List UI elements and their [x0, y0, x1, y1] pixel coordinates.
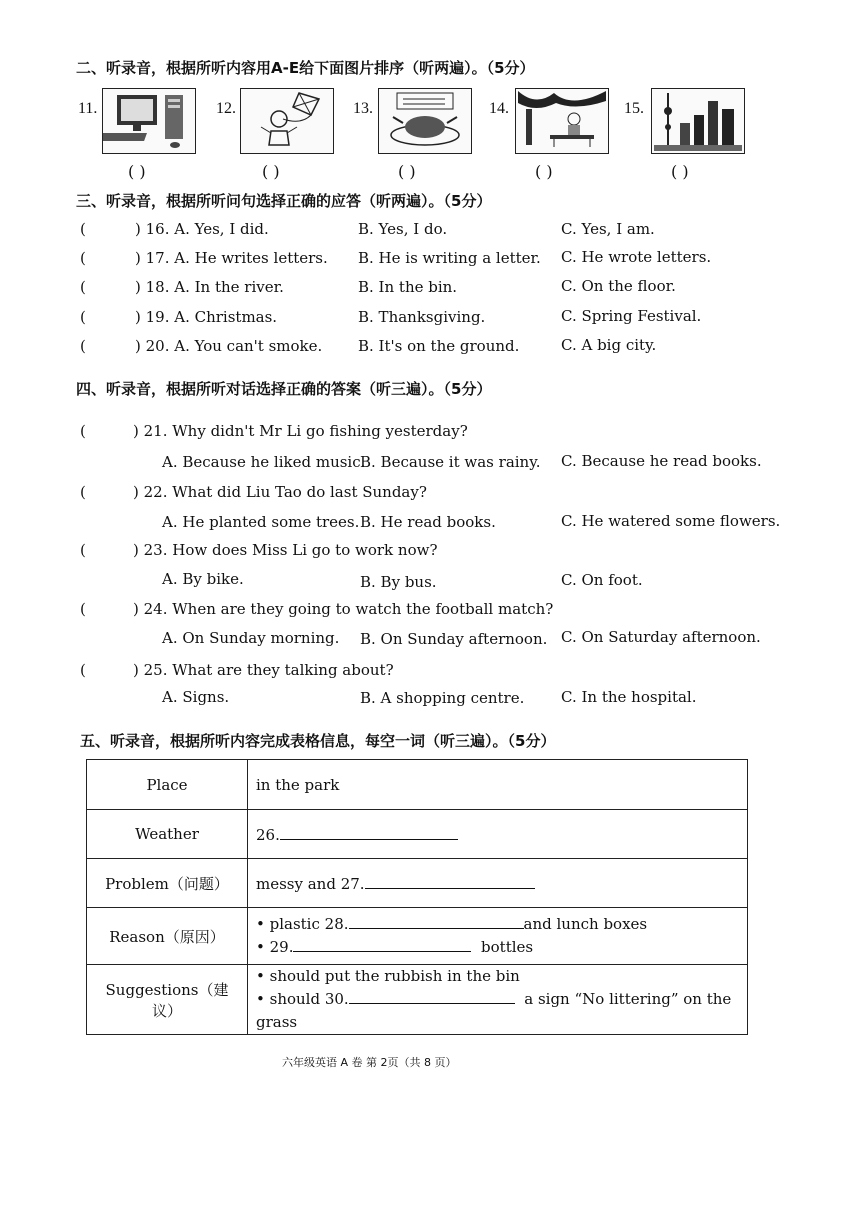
- q16-option-c: C. Yes, I am.: [561, 220, 655, 238]
- q23-question: ) 23. How does Miss Li go to work now?: [133, 541, 438, 559]
- suggestions-label: Suggestions（建议）: [87, 965, 248, 1035]
- q19-paren[interactable]: (: [80, 308, 86, 326]
- suggestions-cell: [248, 965, 748, 1035]
- item-13-number: 13.: [353, 100, 373, 117]
- q21-option-a: A. Because he liked music.: [162, 453, 366, 471]
- q18-option-c: C. On the floor.: [561, 277, 676, 295]
- q17-option-b: B. He is writing a letter.: [358, 249, 541, 267]
- reason-label: Reason（原因）: [87, 908, 248, 965]
- q28-suffix: and lunch boxes: [523, 915, 648, 933]
- turkey-icon: [378, 88, 472, 154]
- q29-prefix: • 29.: [256, 938, 294, 956]
- q28-blank[interactable]: [349, 914, 524, 929]
- section5-heading: 五、听录音，根据所听内容完成表格信息，每空一词（听三遍）。（5分）: [80, 732, 556, 750]
- table-row-reason: [87, 908, 748, 965]
- section3-heading: 三、听录音，根据所听问句选择正确的应答（听两遍）。（5分）: [76, 192, 492, 210]
- q28-prefix: • plastic 28.: [256, 915, 349, 933]
- q20-option-a: ) 20. A. You can't smoke.: [135, 337, 323, 355]
- computer-icon: [102, 88, 196, 154]
- page-footer: 六年级英语 A 卷 第 2页（共 8 页）: [282, 1056, 457, 1069]
- q24-option-c: C. On Saturday afternoon.: [561, 628, 761, 646]
- q21-question: ) 21. Why didn't Mr Li go fishing yesterday?: [133, 422, 468, 440]
- q19-option-b: B. Thanksgiving.: [358, 308, 486, 326]
- q26-number: 26.: [256, 825, 280, 844]
- q19-option-c: C. Spring Festival.: [561, 307, 702, 325]
- reason-line-2: [256, 936, 739, 959]
- reason-cell: [248, 908, 748, 965]
- problem-cell: [248, 859, 748, 908]
- q27-prefix: messy and 27.: [256, 874, 365, 893]
- q25-option-a: A. Signs.: [162, 688, 230, 706]
- q17-option-a: ) 17. A. He writes letters.: [135, 249, 328, 267]
- info-table: [86, 759, 748, 1035]
- q24-option-a: A. On Sunday morning.: [162, 629, 340, 647]
- q17-paren[interactable]: (: [80, 249, 86, 267]
- q24-option-b: B. On Sunday afternoon.: [360, 630, 548, 648]
- q22-option-a: A. He planted some trees.: [162, 513, 360, 531]
- q22-question: ) 22. What did Liu Tao do last Sunday?: [133, 483, 427, 501]
- item-15-number: 15.: [624, 100, 644, 117]
- q18-option-a: ) 18. A. In the river.: [135, 278, 284, 296]
- q20-paren[interactable]: (: [80, 337, 86, 355]
- q16-option-b: B. Yes, I do.: [358, 220, 448, 238]
- q25-question: ) 25. What are they talking about?: [133, 661, 394, 679]
- q30-prefix: • should 30.: [256, 990, 349, 1008]
- table-row-suggestions: [87, 965, 748, 1035]
- q21-paren[interactable]: (: [80, 422, 86, 440]
- q23-option-b: B. By bus.: [360, 573, 437, 591]
- q18-paren[interactable]: (: [80, 278, 86, 296]
- q19-option-a: ) 19. A. Christmas.: [135, 308, 278, 326]
- item-12-number: 12.: [216, 100, 236, 117]
- q23-option-a: A. By bike.: [162, 570, 244, 588]
- q21-option-b: B. Because it was rainy.: [360, 453, 541, 471]
- item-14-number: 14.: [489, 100, 509, 117]
- q20-option-b: B. It's on the ground.: [358, 337, 520, 355]
- q20-option-c: C. A big city.: [561, 336, 657, 354]
- weather-cell: [248, 810, 748, 859]
- q22-option-c: C. He watered some flowers.: [561, 512, 781, 530]
- table-row-problem: [87, 859, 748, 908]
- q26-blank[interactable]: [280, 825, 458, 840]
- q22-option-b: B. He read books.: [360, 513, 496, 531]
- item-12-answer[interactable]: ( ): [262, 162, 280, 181]
- suggestion-line-2: [256, 988, 739, 1034]
- problem-label: Problem（问题）: [87, 859, 248, 908]
- weather-label: Weather: [87, 810, 248, 859]
- q23-paren[interactable]: (: [80, 541, 86, 559]
- q16-paren[interactable]: (: [80, 220, 86, 238]
- item-11-number: 11.: [78, 100, 98, 117]
- item-14-answer[interactable]: ( ): [535, 162, 553, 181]
- q16-option-a: ) 16. A. Yes, I did.: [135, 220, 269, 238]
- q25-option-c: C. In the hospital.: [561, 688, 697, 706]
- section4-heading: 四、听录音，根据所听对话选择正确的答案（听三遍）。（5分）: [76, 380, 492, 398]
- q29-suffix: bottles: [481, 938, 534, 956]
- city-skyline-icon: [651, 88, 745, 154]
- q23-option-c: C. On foot.: [561, 571, 643, 589]
- item-11-answer[interactable]: ( ): [128, 162, 146, 181]
- suggestion-line-1: • should put the rubbish in the bin: [256, 967, 520, 985]
- q24-question: ) 24. When are they going to watch the football match?: [133, 600, 554, 618]
- q25-paren[interactable]: (: [80, 661, 86, 679]
- park-bench-icon: [515, 88, 609, 154]
- q24-paren[interactable]: (: [80, 600, 86, 618]
- q17-option-c: C. He wrote letters.: [561, 248, 712, 266]
- q18-option-b: B. In the bin.: [358, 278, 458, 296]
- q21-option-c: C. Because he read books.: [561, 452, 762, 470]
- q29-blank[interactable]: [293, 937, 471, 952]
- section2-heading: 二、听录音，根据所听内容用A-E给下面图片排序（听两遍）。（5分）: [76, 59, 535, 77]
- kite-girl-icon: [240, 88, 334, 154]
- q30-blank[interactable]: [349, 989, 515, 1004]
- table-row-weather: [87, 810, 748, 859]
- item-13-answer[interactable]: ( ): [398, 162, 416, 181]
- item-15-answer[interactable]: ( ): [671, 162, 689, 181]
- table-row-place: [87, 760, 748, 810]
- reason-line-1: [256, 913, 739, 936]
- q30-suffix: a sign “No littering” on the grass: [256, 990, 732, 1031]
- q22-paren[interactable]: (: [80, 483, 86, 501]
- place-value: in the park: [248, 760, 748, 810]
- q27-blank[interactable]: [365, 874, 535, 889]
- q25-option-b: B. A shopping centre.: [360, 689, 525, 707]
- place-label: Place: [87, 760, 248, 810]
